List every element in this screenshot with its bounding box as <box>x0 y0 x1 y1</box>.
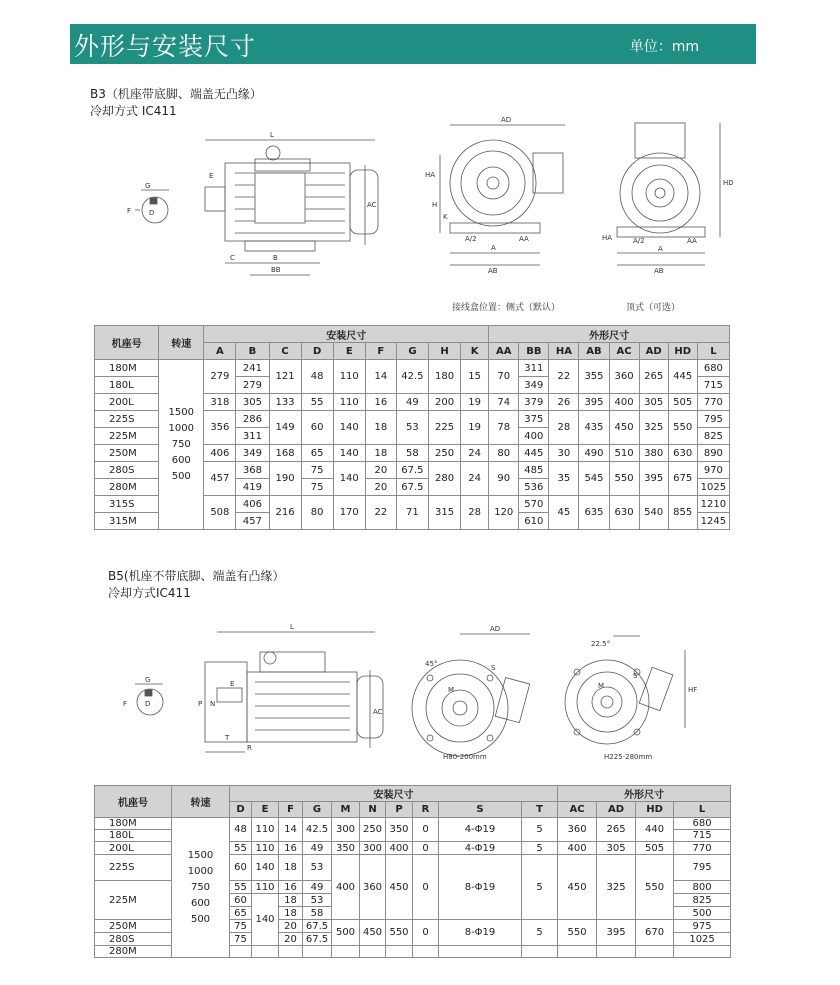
b3-group-outline: 外形尺寸 <box>489 326 730 343</box>
page-title: 外形与安装尺寸 <box>74 32 257 61</box>
table-row: 180L 715 <box>95 830 731 842</box>
b3-title: B3（机座带底脚、端盖无凸缘） <box>90 87 262 101</box>
svg-text:M: M <box>448 686 455 694</box>
table-row: 250M 75 20 67.5 500 450 550 0 8-Φ19 5 550 395 670 975 <box>95 920 731 933</box>
svg-text:45°: 45° <box>425 660 438 668</box>
b3-col-e: E <box>333 343 365 360</box>
table-row: 280S 75 20 67.5 1025 <box>95 933 731 946</box>
b5-front-small <box>412 634 530 756</box>
b3-col-f: F <box>365 343 396 360</box>
svg-text:F: F <box>127 207 132 215</box>
svg-text:T: T <box>225 734 230 742</box>
svg-text:HD: HD <box>723 179 734 187</box>
svg-text:E: E <box>230 680 235 688</box>
svg-text:HF: HF <box>688 686 698 694</box>
svg-text:H: H <box>432 201 438 209</box>
b3-spec-table <box>94 325 730 530</box>
b5-speed-cell: 1500 1000 750 600 500 <box>172 818 230 958</box>
b5-group-install: 安装尺寸 <box>230 786 558 802</box>
b3-col-c: C <box>269 343 301 360</box>
table-row: 200L 55 110 16 49 350 300 400 0 4-Φ19 5 400 305 505 770 <box>95 842 731 855</box>
svg-text:R: R <box>247 744 252 752</box>
unit-label: 单位：mm <box>629 39 699 55</box>
b5-heading <box>108 568 285 602</box>
b3-col-ac: AC <box>609 343 639 360</box>
table-row: 225M 55 110 16 49 800 <box>95 881 731 894</box>
svg-text:E: E <box>209 172 214 180</box>
b3-col-ad: AD <box>639 343 668 360</box>
b3-col-d: D <box>301 343 333 360</box>
b3-col-hd: HD <box>668 343 697 360</box>
b3-cooling: 冷却方式 IC411 <box>90 104 177 118</box>
table-row: 200L 318 305 133 55 110 16 49 200 19 74 379 26 395 400 305 505 770 <box>95 394 730 411</box>
b5-front-large <box>565 636 685 744</box>
table-row: 250M 406 349 168 65 140 18 58 250 24 80 445 30 490 510 380 630 890 <box>95 445 730 462</box>
b3-col-k: K <box>461 343 489 360</box>
svg-text:C: C <box>230 254 235 262</box>
b5-drawings <box>105 620 745 770</box>
b3-col-g: G <box>396 343 428 360</box>
svg-text:A/2: A/2 <box>633 237 645 245</box>
b3-col-b: B <box>236 343 269 360</box>
svg-text:P: P <box>198 700 203 708</box>
table-row: 280S 457 368 190 75 140 20 67.5 280 24 90 485 35 545 550 395 675 970 <box>95 462 730 479</box>
svg-text:S: S <box>491 664 496 672</box>
svg-text:22.5°: 22.5° <box>591 640 611 648</box>
table-row: 180L 279 349 715 <box>95 377 730 394</box>
table-row: 280M <box>95 946 731 958</box>
svg-text:G: G <box>145 676 151 684</box>
svg-text:L: L <box>290 623 294 631</box>
table-row: 180M 1500 1000 750 600 500 48 110 14 42.5 300 250 350 0 4-Φ19 5 360 265 440 680 <box>95 818 731 830</box>
b3-col-bb: BB <box>519 343 549 360</box>
svg-text:D: D <box>145 700 151 708</box>
b3-caption-top-box: 顶式（可选） <box>626 303 681 313</box>
svg-text:HA: HA <box>425 171 436 179</box>
table-row: 225S 60 140 18 53 400 360 450 0 8-Φ19 5 450 325 550 795 <box>95 855 731 868</box>
b5-group-outline: 外形尺寸 <box>558 786 731 802</box>
b3-col-speed: 转速 <box>159 326 204 360</box>
b3-speed-cell: 1500 1000 750 600 500 <box>159 360 204 530</box>
svg-text:G: G <box>145 182 151 190</box>
svg-text:B: B <box>273 254 278 262</box>
svg-text:A/2: A/2 <box>465 235 477 243</box>
svg-text:HA: HA <box>602 234 613 242</box>
table-row: 65 18 58 500 <box>95 907 731 920</box>
svg-text:A: A <box>658 245 663 253</box>
svg-text:AA: AA <box>519 235 529 243</box>
b3-caption-side-box: 接线盒位置：侧式（默认） <box>452 303 561 313</box>
b3-col-model: 机座号 <box>95 326 159 360</box>
table-row: 315S 508 406 216 80 170 22 71 315 28 120 570 45 635 630 540 855 1210 <box>95 496 730 513</box>
section-banner <box>70 24 756 64</box>
b5-caption-small: H80-200mm <box>443 753 487 761</box>
b3-col-ab: AB <box>579 343 609 360</box>
table-row: 280M 419 75 20 67.5 536 1025 <box>95 479 730 496</box>
svg-text:AB: AB <box>654 267 664 275</box>
b3-col-a: A <box>204 343 236 360</box>
b5-caption-large: H225-280mm <box>604 753 653 761</box>
svg-text:N: N <box>210 700 216 708</box>
svg-text:A: A <box>491 244 496 252</box>
svg-text:AC: AC <box>373 708 383 716</box>
svg-text:AA: AA <box>687 237 697 245</box>
b3-drawings <box>105 115 745 300</box>
b3-col-h: H <box>428 343 460 360</box>
table-row: 180M 1500 1000 750 600 500 279 241 121 48 110 14 42.5 180 15 70 311 22 355 360 265 445 680 <box>95 360 730 377</box>
b3-group-install: 安装尺寸 <box>204 326 489 343</box>
svg-text:AD: AD <box>501 116 512 124</box>
b3-front-view <box>440 125 565 265</box>
table-row: 315M 457 610 1245 <box>95 513 730 530</box>
table-row: 225S 356 286 149 60 140 18 53 225 19 78 375 28 435 450 325 550 795 <box>95 411 730 428</box>
svg-text:K: K <box>443 213 448 221</box>
b3-col-aa: AA <box>489 343 519 360</box>
b5-side-view <box>205 632 383 752</box>
svg-text:M: M <box>598 682 605 690</box>
b5-spec-table: 机座号 转速 安装尺寸 外形尺寸 D E F G M N P R S T AC AD HD L 180M 1500 1000 750 600 500 48 110 14 42.5 300 250 350 0 4-Φ19 5 360 265 440 680 180L 715 200L 55 110 16 49 350 300 400 0 4-Φ19 5 400 305 505 770 225S 60 140 18 53 400 360 450 0 8-Φ19 5 450 325 550 795 225M 55 110 16 49 800 60 140 18 53 825 65 18 58 500 250M 75 20 67.5 500 450 550 0 8-Φ19 5 550 395 670 975 280S 75 20 67.5 1025 280M <box>94 785 731 958</box>
b3-shaft-section <box>135 190 169 223</box>
svg-text:BB: BB <box>271 266 281 274</box>
b5-cooling: 冷却方式IC411 <box>108 586 191 600</box>
b3-col-ha: HA <box>549 343 579 360</box>
svg-text:D: D <box>149 209 155 217</box>
svg-text:AC: AC <box>367 201 377 209</box>
svg-text:L: L <box>270 131 274 139</box>
b5-col-model: 机座号 <box>95 786 172 818</box>
b5-col-speed: 转速 <box>172 786 230 818</box>
svg-text:S: S <box>633 672 638 680</box>
svg-text:F: F <box>123 700 128 708</box>
b5-title: B5(机座不带底脚、端盖有凸缘） <box>108 569 285 583</box>
table-row: 225M 311 400 825 <box>95 428 730 445</box>
svg-text:AB: AB <box>488 267 498 275</box>
b3-col-l: L <box>697 343 729 360</box>
svg-text:AD: AD <box>490 625 501 633</box>
table-row: 60 140 18 53 825 <box>95 894 731 907</box>
